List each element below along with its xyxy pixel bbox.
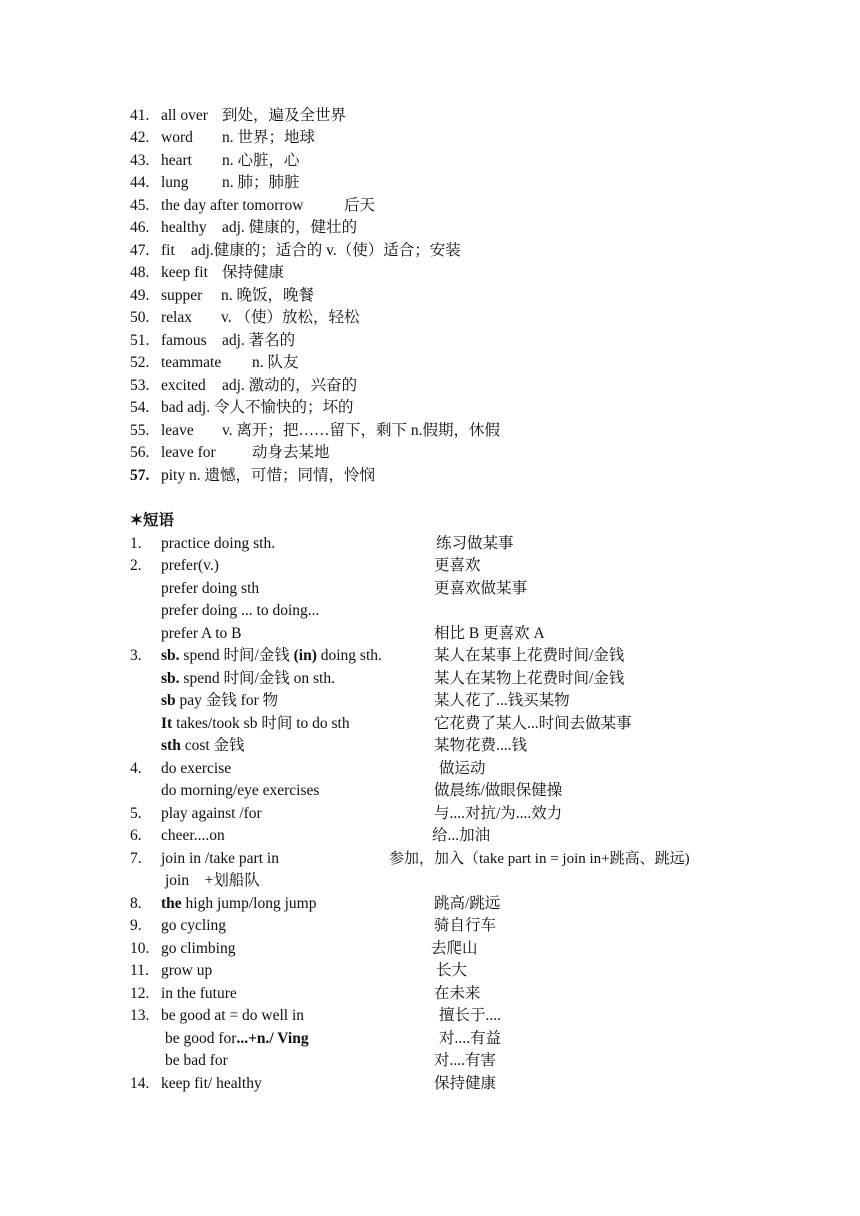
item-term: pity n. 遗憾，可惜；同情，怜悯 — [161, 467, 375, 484]
phrase-item — [0, 645, 860, 667]
item-definition: 骑自行车 — [434, 917, 497, 934]
bold-word: sb — [161, 692, 176, 709]
item-term: excited — [161, 377, 206, 394]
item-definition: 它花费了某人...时间去做某事 — [434, 715, 632, 732]
vocab-item — [0, 240, 860, 262]
bold-word: sb. — [161, 670, 180, 687]
item-term: be good at = do well in — [161, 1007, 305, 1024]
item-number: 56. — [130, 444, 150, 461]
item-definition: n. 晚饭，晚餐 — [221, 287, 315, 304]
phrase-item — [0, 533, 860, 555]
item-definition: 动身去某地 — [252, 444, 330, 461]
term-text: pay 金钱 for 物 — [175, 692, 279, 709]
vocab-item — [0, 442, 860, 464]
phrase-item — [0, 960, 860, 982]
item-number: 41. — [130, 107, 150, 124]
phrase-item — [0, 758, 860, 780]
term-text: be good for — [165, 1030, 237, 1047]
item-number: 9. — [130, 917, 142, 934]
item-number: 53. — [130, 377, 150, 394]
item-definition: 某人在某物上花费时间/金钱 — [434, 670, 625, 687]
item-definition: 保持健康 — [434, 1075, 497, 1092]
phrase-item — [0, 803, 860, 825]
item-definition: 某人在某事上花费时间/金钱 — [434, 647, 625, 664]
item-term: word — [161, 129, 193, 146]
phrase-item — [0, 915, 860, 937]
item-number: 8. — [130, 895, 142, 912]
item-definition: 某物花费....钱 — [434, 737, 528, 754]
item-number: 55. — [130, 422, 150, 439]
vocab-item — [0, 217, 860, 239]
item-definition: v. （使）放松，轻松 — [221, 309, 360, 326]
item-term: do morning/eye exercises — [161, 782, 320, 799]
item-term — [165, 1028, 309, 1050]
vocab-item — [0, 375, 860, 397]
item-definition: 保持健康 — [222, 264, 285, 281]
phrase-item — [0, 983, 860, 1005]
item-term: prefer doing sth — [161, 580, 260, 597]
term-text: high jump/long jump — [181, 895, 317, 912]
bold-word: sb. — [161, 647, 180, 664]
item-term: do exercise — [161, 760, 232, 777]
item-term: practice doing sth. — [161, 535, 276, 552]
item-definition: 到处，遍及全世界 — [222, 107, 347, 124]
item-number: 42. — [130, 129, 150, 146]
item-term: cheer....on — [161, 827, 225, 844]
item-term: bad adj. 令人不愉快的；坏的 — [161, 399, 354, 416]
item-definition: 跳高/跳远 — [434, 895, 501, 912]
item-number: 2. — [130, 557, 142, 574]
item-definition: 给...加油 — [432, 827, 491, 844]
item-term: prefer doing ... to doing... — [161, 602, 320, 619]
item-term: supper — [161, 287, 203, 304]
item-term: healthy — [161, 219, 207, 236]
item-definition: 擅长于.... — [439, 1007, 502, 1024]
term-text: spend 时间/金钱 on sth. — [179, 670, 335, 687]
item-definition: 做运动 — [439, 760, 486, 777]
item-term: famous — [161, 332, 207, 349]
item-term: leave for — [161, 444, 216, 461]
item-definition: n. 心脏，心 — [222, 152, 300, 169]
item-number: 12. — [130, 985, 150, 1002]
vocab-item — [0, 195, 860, 217]
item-number: 52. — [130, 354, 150, 371]
phrase-subitem — [0, 578, 860, 600]
phrase-item — [0, 848, 860, 870]
phrase-subitem — [0, 870, 860, 892]
bold-word: It — [161, 715, 173, 732]
phrase-item — [0, 1005, 860, 1027]
vocab-item — [0, 172, 860, 194]
item-number: 1. — [130, 535, 142, 552]
item-definition: 相比 B 更喜欢 A — [434, 625, 545, 642]
item-term: all over — [161, 107, 208, 124]
item-term: prefer(v.) — [161, 557, 219, 574]
item-term: keep fit — [161, 264, 208, 281]
item-term — [161, 735, 245, 757]
vocab-item — [0, 330, 860, 352]
vocab-item — [0, 150, 860, 172]
item-term — [161, 668, 335, 690]
item-number: 6. — [130, 827, 142, 844]
item-definition: adj.健康的；适合的 v.（使）适合；安装 — [191, 242, 461, 259]
item-number: 11. — [130, 962, 149, 979]
item-term: join +划船队 — [165, 872, 260, 889]
item-definition: n. 肺；肺脏 — [222, 174, 300, 191]
item-definition: 参加，加入（take part in = join in+跳高、跳远) — [389, 851, 690, 867]
vocab-item — [0, 465, 860, 487]
item-number: 45. — [130, 197, 150, 214]
item-term: fit — [161, 242, 175, 259]
item-term — [161, 690, 278, 712]
vocab-item — [0, 285, 860, 307]
item-definition: 在未来 — [434, 985, 481, 1002]
phrase-subitem — [0, 780, 860, 802]
phrase-subitem — [0, 623, 860, 645]
item-term: heart — [161, 152, 192, 169]
item-number: 13. — [130, 1007, 150, 1024]
item-definition: 更喜欢 — [434, 557, 481, 574]
item-term: teammate — [161, 354, 222, 371]
item-number: 43. — [130, 152, 150, 169]
item-definition: adj. 著名的 — [222, 332, 296, 349]
item-term: lung — [161, 174, 189, 191]
phrase-item — [0, 893, 860, 915]
phrase-item — [0, 938, 860, 960]
phrase-subitem — [0, 600, 860, 622]
item-definition: n. 队友 — [252, 354, 299, 371]
item-term: go climbing — [161, 940, 236, 957]
item-definition: v. 离开；把……留下，剩下 n.假期，休假 — [222, 422, 500, 439]
vocab-item — [0, 352, 860, 374]
item-definition: adj. 健康的，健壮的 — [222, 219, 358, 236]
item-term: leave — [161, 422, 194, 439]
item-number: 57. — [130, 467, 150, 484]
item-number: 10. — [130, 940, 150, 957]
item-term: in the future — [161, 985, 237, 1002]
phrase-item — [0, 1073, 860, 1095]
term-text: cost 金钱 — [180, 737, 245, 754]
term-text: takes/took sb 时间 to do sth — [172, 715, 350, 732]
item-definition: 长大 — [436, 962, 468, 979]
phrase-subitem — [0, 1050, 860, 1072]
item-number: 5. — [130, 805, 142, 822]
item-definition: 做晨练/做眼保健操 — [434, 782, 563, 799]
item-number: 4. — [130, 760, 142, 777]
item-definition: 练习做某事 — [436, 535, 514, 552]
item-term: grow up — [161, 962, 213, 979]
item-term — [161, 893, 316, 915]
item-definition: 某人花了...钱买某物 — [434, 692, 570, 709]
item-number: 48. — [130, 264, 150, 281]
item-number: 44. — [130, 174, 150, 191]
item-number: 46. — [130, 219, 150, 236]
phrases-heading-row — [0, 510, 860, 532]
phrase-subitem — [0, 713, 860, 735]
item-definition: n. 世界；地球 — [222, 129, 316, 146]
item-term: keep fit/ healthy — [161, 1075, 262, 1092]
phrase-subitem — [0, 668, 860, 690]
item-number: 50. — [130, 309, 150, 326]
phrase-subitem — [0, 735, 860, 757]
item-term: play against /for — [161, 805, 262, 822]
item-term: go cycling — [161, 917, 226, 934]
item-definition: 对....有害 — [434, 1052, 497, 1069]
term-text: spend 时间/金钱 — [179, 647, 294, 664]
item-term — [161, 645, 382, 667]
item-number: 54. — [130, 399, 150, 416]
vocab-item — [0, 127, 860, 149]
item-definition: adj. 激动的，兴奋的 — [222, 377, 358, 394]
bold-word: sth — [161, 737, 181, 754]
item-number: 51. — [130, 332, 150, 349]
vocab-item — [0, 307, 860, 329]
item-definition: 更喜欢做某事 — [434, 580, 528, 597]
phrase-item — [0, 555, 860, 577]
item-term: join in /take part in — [161, 850, 279, 867]
item-definition: 后天 — [344, 197, 376, 214]
item-definition: 去爬山 — [431, 940, 478, 957]
item-term — [161, 713, 350, 735]
item-number: 7. — [130, 850, 142, 867]
phrase-item — [0, 825, 860, 847]
item-number: 49. — [130, 287, 150, 304]
vocab-item — [0, 420, 860, 442]
bold-word: (in) — [293, 647, 317, 664]
phrase-subitem — [0, 690, 860, 712]
section-heading: ✶短语 — [130, 512, 174, 529]
phrase-subitem — [0, 1028, 860, 1050]
item-definition: 与....对抗/为....效力 — [434, 805, 563, 822]
term-text: doing sth. — [316, 647, 382, 664]
item-number: 14. — [130, 1075, 150, 1092]
item-term: prefer A to B — [161, 625, 242, 642]
item-term: the day after tomorrow — [161, 197, 304, 214]
item-number: 3. — [130, 647, 142, 664]
item-term: relax — [161, 309, 192, 326]
bold-word: ...+n./ Ving — [236, 1030, 309, 1047]
vocab-item — [0, 105, 860, 127]
vocab-item — [0, 397, 860, 419]
vocab-item — [0, 262, 860, 284]
item-definition: 对....有益 — [439, 1030, 502, 1047]
item-term: be bad for — [165, 1052, 228, 1069]
item-number: 47. — [130, 242, 150, 259]
bold-word: the — [161, 895, 182, 912]
